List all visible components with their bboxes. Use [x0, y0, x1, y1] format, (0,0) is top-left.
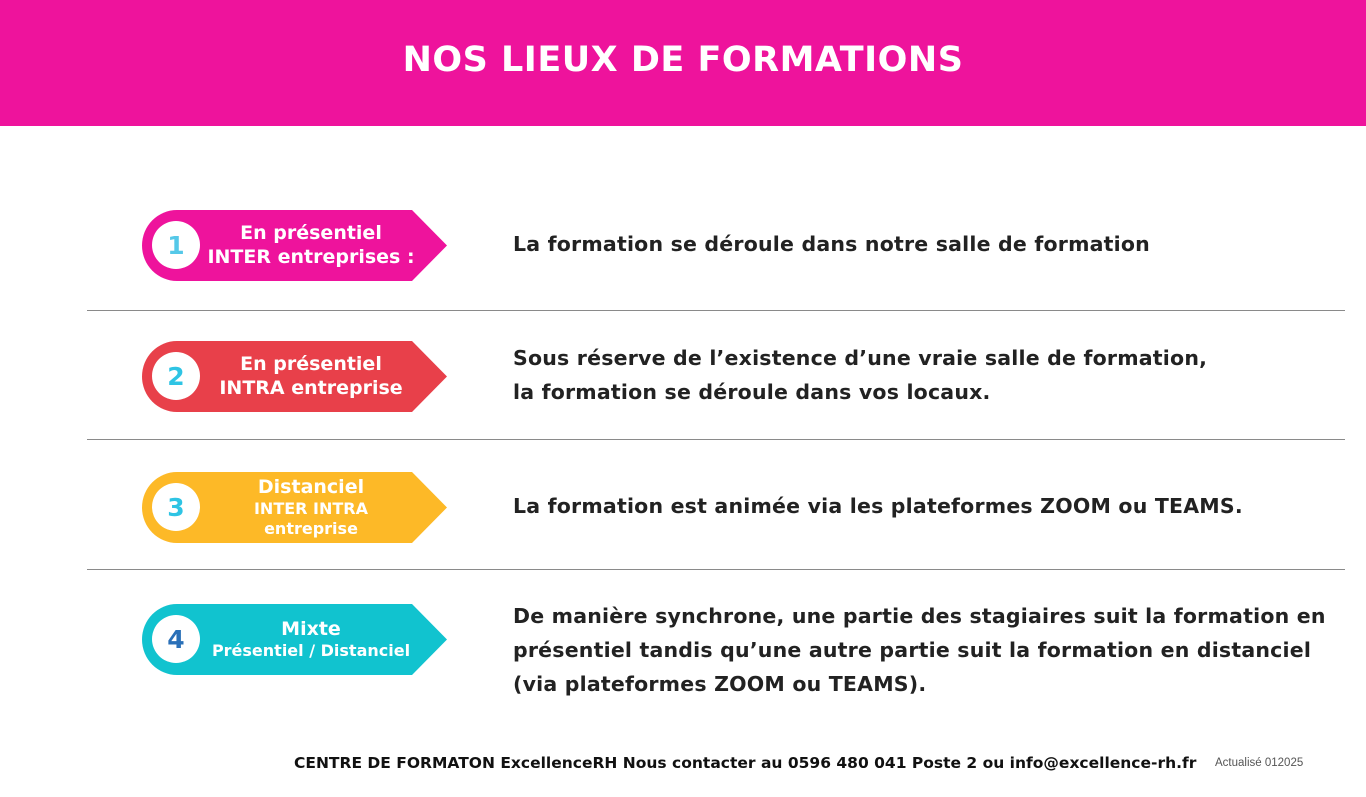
divider — [87, 439, 1345, 440]
badge-label — [206, 341, 416, 412]
footer-contact: CENTRE DE FORMATON ExcellenceRH Nous contacter au 0596 480 041 Poste 2 ou info@excellence-rh.fr — [294, 754, 1197, 772]
description-4 — [513, 599, 1343, 701]
divider — [87, 310, 1345, 311]
update-date: Actualisé 012025 — [1215, 757, 1304, 769]
badge-number: 1 — [152, 221, 200, 269]
badge-mixte — [142, 604, 447, 675]
badge-inter-entreprises — [142, 210, 447, 281]
badge-label-line1: Distanciel — [257, 475, 365, 498]
description-line: Sous réserve de l’existence d’une vraie salle de formation, — [513, 346, 1208, 370]
badge-intra-entreprise — [142, 341, 447, 412]
badge-label-line2: Présentiel / Distanciel — [211, 641, 411, 661]
description-2 — [513, 341, 1313, 409]
badge-label-line2: INTER entreprises : — [207, 245, 415, 268]
badge-label-line1: Mixte — [281, 617, 341, 640]
description-line: La formation se déroule dans notre salle de formation — [513, 232, 1150, 256]
header-banner — [0, 0, 1366, 126]
description-1 — [513, 227, 1313, 261]
badge-distanciel — [142, 472, 447, 543]
badge-label-line2: INTER INTRA entreprise — [253, 499, 369, 539]
badge-number: 2 — [152, 352, 200, 400]
description-line: présentiel tandis qu’une autre partie suit la formation en distanciel — [513, 638, 1312, 662]
badge-number: 4 — [152, 615, 200, 663]
description-3 — [513, 489, 1313, 523]
badge-label-line1: En présentiel — [240, 221, 382, 244]
divider — [87, 569, 1345, 570]
description-line: la formation se déroule dans vos locaux. — [513, 380, 991, 404]
badge-number: 3 — [152, 483, 200, 531]
badge-label — [206, 472, 416, 543]
description-line: De manière synchrone, une partie des stagiaires suit la formation en — [513, 604, 1326, 628]
badge-label — [206, 604, 416, 675]
description-line: (via plateformes ZOOM ou TEAMS). — [513, 672, 927, 696]
description-line: La formation est animée via les plateformes ZOOM ou TEAMS. — [513, 494, 1243, 518]
badge-label — [206, 210, 416, 281]
page-title: NOS LIEUX DE FORMATIONS — [402, 40, 964, 80]
badge-label-line1: En présentiel — [240, 352, 382, 375]
badge-label-line2: INTRA entreprise — [219, 376, 403, 399]
